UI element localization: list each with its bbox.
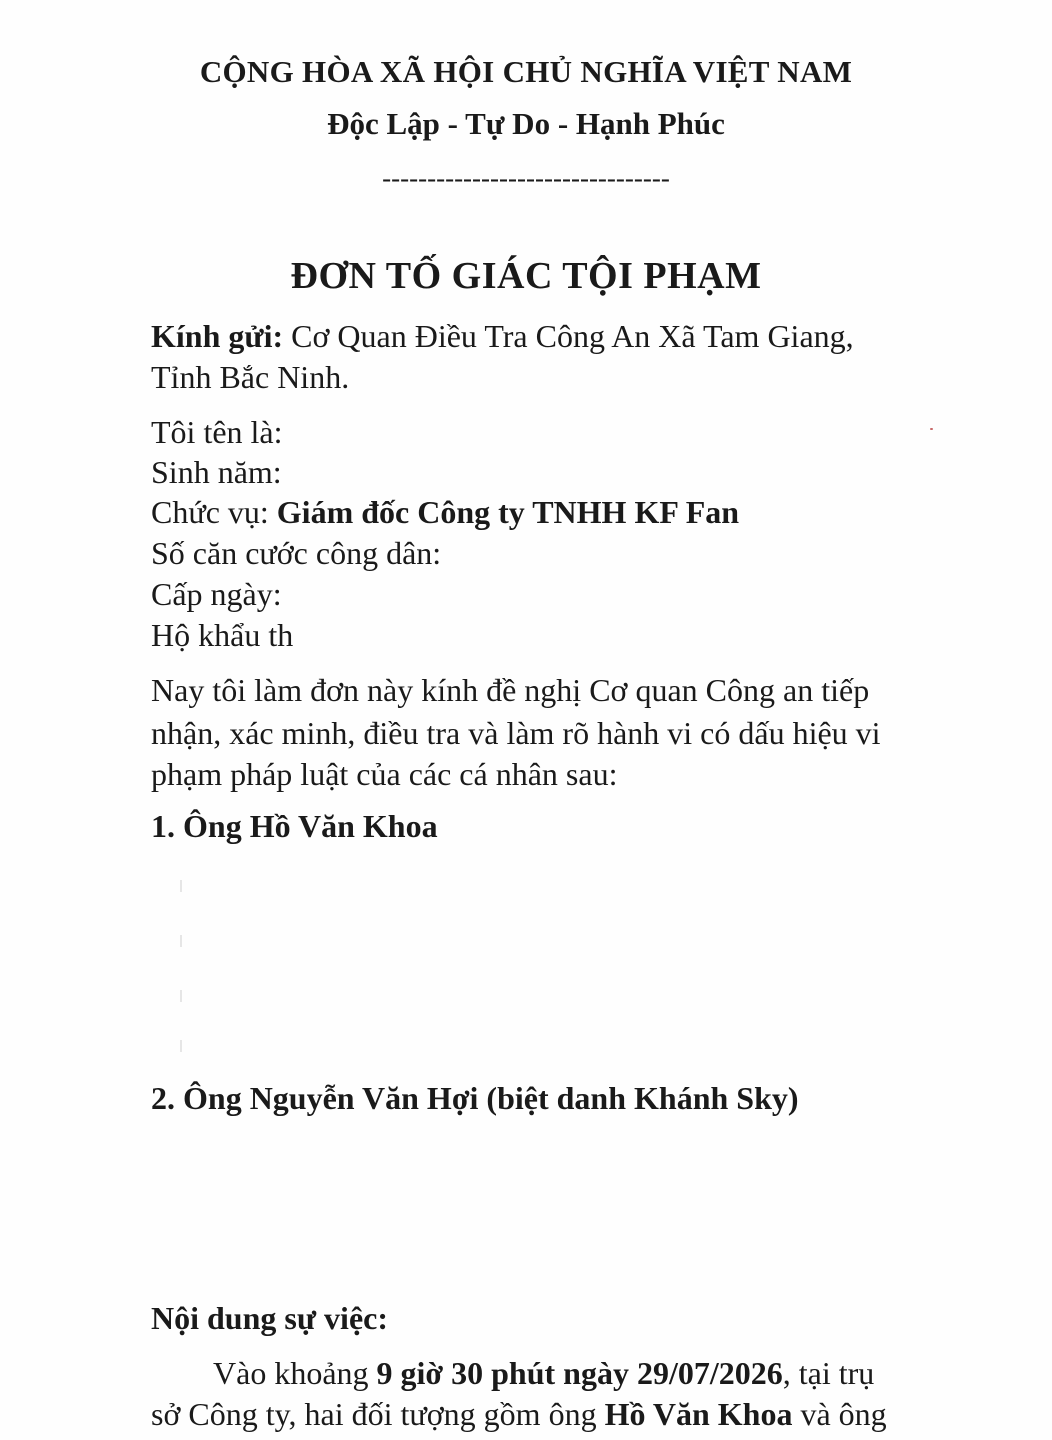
applicant-household-label: Hộ khẩu th <box>151 617 294 653</box>
national-header: CỘNG HÒA XÃ HỘI CHỦ NGHĨA VIỆT NAM <box>199 54 853 89</box>
content-text: sở Công ty, hai đối tượng gồm ông <box>151 1396 605 1432</box>
addressee-agency: Cơ Quan Điều Tra Công An Xã Tam Giang, <box>283 318 854 354</box>
request-line: phạm pháp luật của các cá nhân sau: <box>151 756 618 792</box>
scan-artifact <box>180 990 182 1002</box>
document-title: ĐƠN TỐ GIÁC TỘI PHẠM <box>290 255 762 297</box>
applicant-name-label: Tôi tên là: <box>151 414 283 450</box>
person-heading <box>151 808 438 845</box>
content-heading-text: Nội dung sự việc: <box>151 1300 388 1336</box>
content-paragraph-line <box>213 1355 874 1392</box>
addressee-province: Tỉnh Bắc Ninh. <box>151 359 350 395</box>
content-heading <box>151 1300 388 1337</box>
content-datetime: 9 giờ 30 phút ngày 29/07/2026 <box>376 1355 783 1391</box>
scan-artifact <box>180 1040 182 1052</box>
stray-mark <box>930 428 933 430</box>
person-name: 1. Ông Hồ Văn Khoa <box>151 808 438 844</box>
content-text: Vào khoảng <box>213 1355 377 1391</box>
position-value: Giám đốc Công ty TNHH KF Fan <box>276 494 740 530</box>
applicant-issue-label: Cấp ngày: <box>151 576 282 612</box>
addressee-label: Kính gửi: <box>151 318 284 354</box>
content-person: Hồ Văn Khoa <box>604 1396 793 1432</box>
request-line: Nay tôi làm đơn này kính đề nghị Cơ quan Công an tiếp <box>151 672 870 708</box>
person-heading <box>151 1080 799 1117</box>
person-name: 2. Ông Nguyễn Văn Hợi (biệt danh Khánh Sky) <box>151 1080 799 1116</box>
header-divider: -------------------------------- <box>382 163 670 193</box>
addressee-line <box>151 318 854 355</box>
scan-artifact <box>180 935 182 947</box>
position-label: Chức vụ: <box>151 494 277 530</box>
national-motto: Độc Lập - Tự Do - Hạnh Phúc <box>327 106 725 141</box>
content-paragraph-line <box>151 1396 887 1433</box>
request-line: nhận, xác minh, điều tra và làm rõ hành vi có dấu hiệu vi <box>151 715 881 751</box>
applicant-birth-label: Sinh năm: <box>151 454 282 490</box>
applicant-id-label: Số căn cước công dân: <box>151 535 442 571</box>
content-text: , tại trụ <box>782 1355 875 1391</box>
content-text: và ông <box>792 1396 887 1432</box>
scan-artifact <box>180 880 182 892</box>
applicant-position-line <box>151 494 739 531</box>
